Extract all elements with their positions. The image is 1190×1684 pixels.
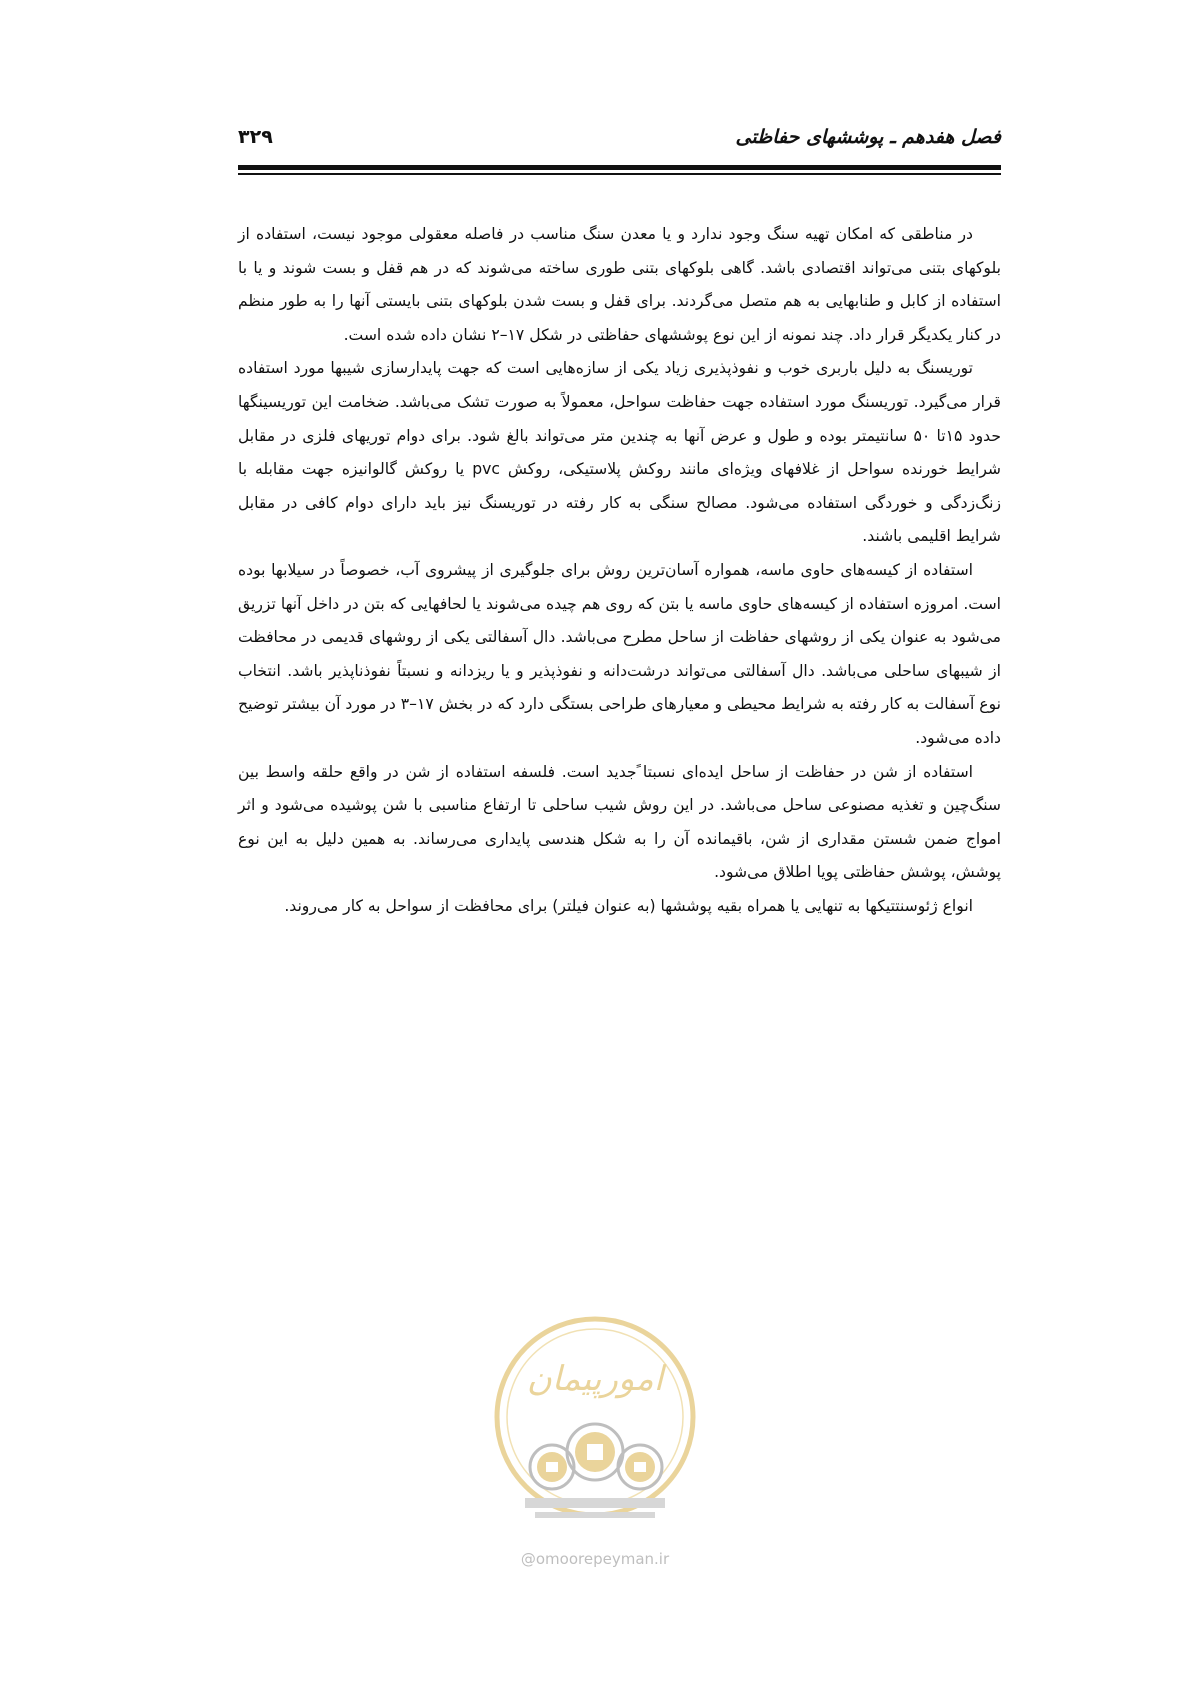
paragraph-concrete-blocks: در مناطقی که امکان تهیه سنگ وجود ندارد و یا معدن سنگ مناسب در فاصله معقولی موجود نیست، استفاده از بلوکهای بتنی می‌تواند اقتصادی باشد. گاهی بلوکهای بتنی طوری ساخته می‌شوند که در هم قفل و بست شوند و یا با استفاده از کابل و طنابهایی به هم متصل می‌گردند. برای قفل و بست شدن بلوکهای بتنی بایستی آنها را به طور منظم در کنار یکدیگر قرار داد. چند نمونه از این نوع پوششهای حفاظتی در شکل ۱۷–۲ نشان داده شده است.	[238, 225, 1001, 344]
body-text	[238, 218, 1001, 923]
watermark-logo-icon	[490, 1302, 700, 1542]
paragraph-geosynthetics: انواع ژئوسنتتیکها به تنهایی یا همراه بقیه پوششها (به عنوان فیلتر) برای محافظت از سواحل به کار می‌روند.	[284, 896, 973, 915]
paragraph-gravel: استفاده از شن در حفاظت از ساحل ایده‌ای نسبتا ًجدید است. فلسفه استفاده از شن در واقع حلقه واسط بین سنگ‌چین و تغذیه مصنوعی ساحل می‌باشد. در این روش شیب ساحلی تا ارتفاع مناسبی با شن پوشیده می‌شود و اثر امواج ضمن شستن مقداری از شن، باقیمانده آن را به شکل هندسی پایداری می‌رساند. به همین دلیل به این نوع پوشش، پوشش حفاظتی پویا اطلاق می‌شود.	[238, 762, 1001, 882]
watermark	[490, 1302, 700, 1572]
paragraph-sandbags-asphalt: استفاده از کیسه‌های حاوی ماسه، همواره آسان‌ترین روش برای جلوگیری از پیشروی آب، خصوصاً در سیلابها بوده است. امروزه استفاده از کیسه‌های حاوی ماسه یا بتن که روی هم چیده می‌شوند یا لحافهایی که بتن در داخل آنها تزریق می‌شود به عنوان یکی از روشهای حفاظت از ساحل مطرح می‌باشد. دال آسفالتی یکی از روشهای قدیمی در محافظت از شیبهای ساحلی می‌باشد. دال آسفالتی می‌تواند درشت‌دانه و نفوذپذیر و یا ریزدانه و نسبتاً نفوذناپذیر باشد. انتخاب نوع آسفالت به کار رفته به شرایط محیطی و معیارهای طراحی بستگی دارد که در بخش ۱۷–۳ در مورد آن بیشتر توضیح داده می‌شود.	[238, 560, 1001, 747]
watermark-caption: @omoorepeyman.ir	[520, 1550, 670, 1568]
paragraph-gabions: توریسنگ به دلیل باربری خوب و نفوذپذیری زیاد یکی از سازه‌هایی است که جهت پایدارسازی شیبها مورد استفاده قرار می‌گیرد. توریسنگ مورد استفاده جهت حفاظت سواحل، معمولاً به صورت تشک می‌باشد. ضخامت این توریسینگها حدود ۱۵تا ۵۰ سانتیمتر بوده و طول و عرض آنها به چندین متر می‌تواند بالغ شود. برای دوام توریهای فلزی در مقابل شرایط خورنده سواحل از غلافهای ویژه‌ای مانند روکش پلاستیکی، روکش pvc یا روکش گالوانیزه جهت مقابله با زنگ‌زدگی و خوردگی استفاده می‌شود. مصالح سنگی به کار رفته در توریسنگ نیز باید دارای دوام کافی در مقابل شرایط اقلیمی باشند.	[238, 359, 1002, 546]
header-rule-thick	[238, 165, 1001, 170]
chapter-title: فصل هفدهم ـ پوششهای حفاظتی	[735, 126, 1001, 148]
page-header	[238, 126, 1001, 156]
watermark-logo-text: امورپیمان	[526, 1359, 664, 1399]
page-number: ۳۲۹	[238, 126, 273, 148]
header-rule-thin	[238, 173, 1001, 175]
